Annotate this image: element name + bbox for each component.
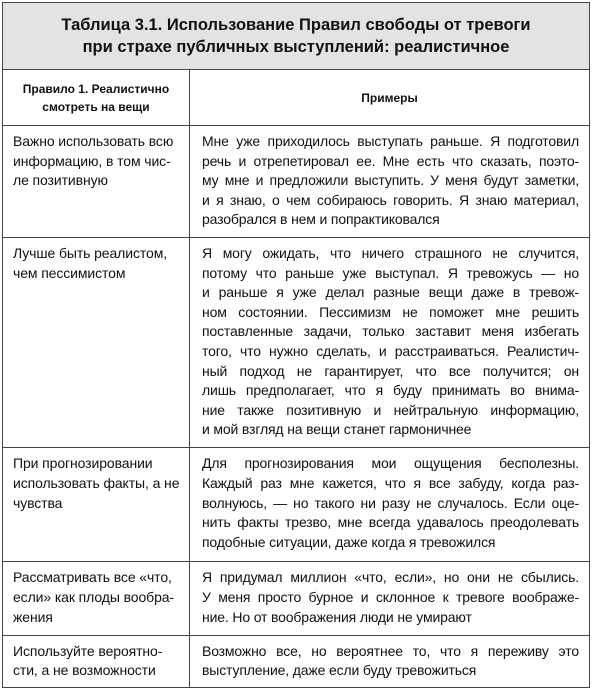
table-header-row — [3, 70, 589, 126]
rules-table — [2, 2, 590, 688]
header-examples — [190, 70, 589, 125]
example-line: нить факты трезво, мне всегда удавалось преодолевать — [202, 514, 579, 531]
example-line: Мне уже приходилось выступать раньше. Я подготовил — [202, 133, 579, 149]
example-line: ние также позитивную и нейтральную информацию, — [202, 401, 579, 418]
example-line: У меня просто бурное и склонное к тревоге воображе- — [202, 589, 579, 605]
example-line: того, что нужно сделать, и расстраиваться. Реалистич- — [202, 343, 579, 360]
example-cell — [190, 448, 589, 561]
header-rule-line-2: смотреть на вещи — [42, 99, 150, 114]
rule-line: Лучше быть реалистом, — [13, 245, 168, 262]
header-rule-line-1: Правило 1. Реалистично — [22, 81, 170, 96]
example-cell — [190, 636, 589, 687]
rule-line: использовать факты, а не — [13, 474, 180, 491]
example-line: ние. Но от воображения люди не умирают — [202, 608, 472, 625]
rule-cell — [3, 126, 190, 237]
example-line: Я придумал миллион «что, если», но они не сбылись. — [202, 569, 579, 586]
example-line: Я могу ожидать, что ничего страшного не случится, — [202, 245, 579, 262]
rule-cell — [3, 238, 190, 447]
header-examples-label: Примеры — [361, 90, 418, 105]
example-line: выступление, даже если буду тревожиться — [202, 662, 477, 679]
table-caption — [3, 3, 589, 70]
example-line: волнуюсь, — но такого ни разу не случалось. Если оце- — [202, 494, 579, 511]
header-rule — [3, 70, 190, 125]
table-row — [3, 448, 589, 562]
caption-line-1: Таблица 3.1. Использование Правил свободы от тревоги — [61, 16, 531, 35]
table-row — [3, 636, 589, 687]
example-line: ном состоянии. Пессимизм не поможет мне решить — [202, 303, 579, 320]
table-row — [3, 238, 589, 448]
rule-line: чувства — [13, 494, 63, 511]
example-line: и мой взгляд на вещи станет гармоничнее — [202, 421, 472, 438]
example-line: подобные ситуации, даже когда я тревожился — [202, 533, 496, 550]
rule-line: ле позитивную — [13, 172, 108, 189]
example-line: речь и отрепетировал ее. Мне есть что сказать, поэто- — [202, 152, 579, 169]
rule-line: жения — [13, 608, 53, 625]
rule-line: информацию, в том чис- — [13, 152, 171, 169]
example-line: лишь предполагает, что я буду принимать во внима- — [202, 382, 579, 399]
rule-cell — [3, 562, 190, 634]
table-row — [3, 126, 589, 238]
rule-cell — [3, 448, 190, 561]
example-line: Для прогнозирования мои ощущения бесполезны. — [202, 455, 579, 472]
rule-cell — [3, 636, 190, 687]
table-row — [3, 562, 589, 635]
rule-line: Используйте вероятно- — [13, 642, 163, 659]
rule-line: Важно использовать всю — [13, 133, 174, 149]
example-cell — [190, 126, 589, 237]
example-cell — [190, 562, 589, 634]
example-line: поставленные задачи, только заставит меня избегать — [202, 323, 579, 340]
example-line: ный подход не гарантирует, что все получится; он — [202, 362, 579, 379]
rule-line: сти, а не возможности — [13, 662, 156, 679]
example-line: и раньше я уже делал разные вещи даже в тревож- — [202, 284, 579, 301]
example-line: Возможно все, но вероятнее то, что я переживу это — [202, 642, 579, 659]
rule-line: чем пессимистом — [13, 264, 126, 281]
example-line: му мне и предложили выступить. У меня будут заметки, — [202, 172, 579, 189]
example-line: разобрался в нем и попрактиковался — [202, 211, 440, 228]
example-line: потому что раньше уже выступал. Я тревожусь — но — [202, 264, 579, 281]
rule-line: При прогнозировании — [13, 455, 153, 472]
example-line: Каждый раз мне кажется, что я все забуду, когда раз- — [202, 474, 579, 491]
rule-line: если» как плоды вообра- — [13, 589, 174, 605]
rule-line: Рассматривать все «что, — [13, 569, 172, 586]
example-cell — [190, 238, 589, 447]
example-line: и я знаю, о чем собираюсь говорить. Я знаю материал, — [202, 191, 579, 208]
caption-line-2: при страхе публичных выступлений: реалистичное — [82, 38, 510, 57]
